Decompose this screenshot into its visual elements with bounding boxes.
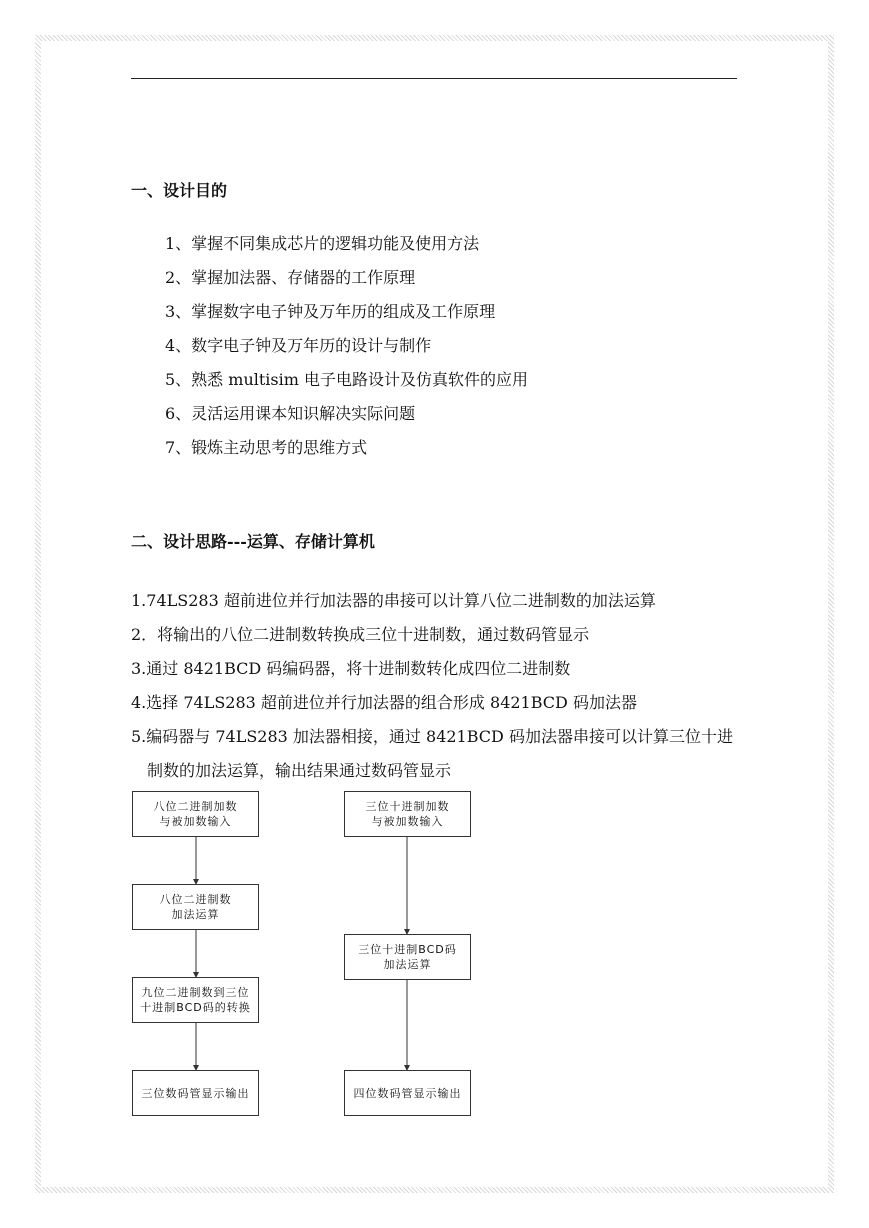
idea-item-4: 4.选择 74LS283 超前进位并行加法器的组合形成 8421BCD 码加法器 [131,693,637,712]
objective-item-7: 7、锻炼主动思考的思维方式 [165,438,368,457]
flow-box-left-1-label: 八位二进制加数 与被加数输入 [153,800,238,828]
objectives-list [165,233,528,471]
objective-item-6: 6、灵活运用课本知识解决实际问题 [165,404,416,423]
idea-item-1: 1.74LS283 超前进位并行加法器的串接可以计算八位二进制数的加法运算 [131,591,656,610]
flow-box-right-2 [344,934,471,980]
flow-box-left-1 [132,791,259,837]
objective-item-2: 2、掌握加法器、存储器的工作原理 [165,268,416,287]
flow-box-right-2-label: 三位十进制BCD码 加法运算 [358,943,457,971]
flow-box-right-1-label: 三位十进制加数 与被加数输入 [365,800,450,828]
idea-item-5: 5.编码器与 74LS283 加法器相接，通过 8421BCD 码加法器串接可以计算三位十进制数的加法运算，输出结果通过数码管显示 [131,727,733,780]
flow-box-left-3 [132,977,259,1023]
header-rule [131,78,737,79]
flow-box-left-3-label: 九位二进制数到三位 十进制BCD码的转换 [140,986,251,1014]
idea-item-3: 3.通过 8421BCD 码编码器，将十进制数转化成四位二进制数 [131,659,571,678]
objective-item-5: 5、熟悉 multisim 电子电路设计及仿真软件的应用 [165,370,528,389]
section-2-heading: 二、设计思路---运算、存储计算机 [131,532,375,551]
objective-item-1: 1、掌握不同集成芯片的逻辑功能及使用方法 [165,234,480,253]
design-ideas-list [131,584,741,788]
flow-box-left-2-label: 八位二进制数 加法运算 [159,893,232,921]
idea-item-2: 2．将输出的八位二进制数转换成三位十进制数，通过数码管显示 [131,625,590,644]
flow-box-right-3 [344,1070,471,1116]
objective-item-4: 4、数字电子钟及万年历的设计与制作 [165,336,432,355]
flow-box-right-3-label: 四位数码管显示输出 [353,1086,462,1100]
flow-box-left-4 [132,1070,259,1116]
flow-box-left-4-label: 三位数码管显示输出 [141,1086,250,1100]
objective-item-3: 3、掌握数字电子钟及万年历的组成及工作原理 [165,302,496,321]
flow-box-left-2 [132,884,259,930]
flow-box-right-1 [344,791,471,837]
section-1-heading: 一、设计目的 [131,181,228,200]
